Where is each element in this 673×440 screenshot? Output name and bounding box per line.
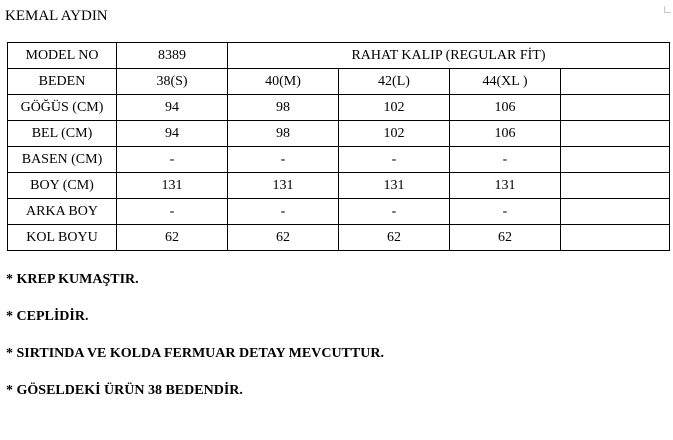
- row-label: ARKA BOY: [8, 199, 117, 225]
- row-label: BEDEN: [8, 69, 117, 95]
- table-cell: 62: [117, 225, 228, 251]
- table-cell: 62: [450, 225, 561, 251]
- table-cell-empty: [561, 199, 670, 225]
- note-item: * KREP KUMAŞTIR.: [6, 272, 139, 287]
- table-cell: 131: [450, 173, 561, 199]
- table-cell: 106: [450, 121, 561, 147]
- table-cell: -: [339, 199, 450, 225]
- table-cell: 131: [228, 173, 339, 199]
- table-row: [8, 69, 670, 95]
- table-cell-empty: [561, 121, 670, 147]
- table-cell: 102: [339, 95, 450, 121]
- table-cell: 131: [339, 173, 450, 199]
- table-cell: 62: [339, 225, 450, 251]
- table-cell: 102: [339, 121, 450, 147]
- document-title: KEMAL AYDIN: [5, 8, 108, 24]
- table-cell: 94: [117, 95, 228, 121]
- model-number: 8389: [117, 43, 228, 69]
- table-cell-empty: [561, 147, 670, 173]
- row-label: GÖĞÜS (CM): [8, 95, 117, 121]
- size-chart-table: [7, 42, 670, 251]
- table-cell: 94: [117, 121, 228, 147]
- row-label: BEL (CM): [8, 121, 117, 147]
- table-cell-empty: [561, 69, 670, 95]
- table-cell: 98: [228, 95, 339, 121]
- table-cell: -: [117, 147, 228, 173]
- table-row: [8, 95, 670, 121]
- table-header-row: [8, 43, 670, 69]
- table-cell: -: [228, 199, 339, 225]
- fit-type: RAHAT KALIP (REGULAR FİT): [228, 43, 670, 69]
- table-cell: 38(S): [117, 69, 228, 95]
- row-label: BOY (CM): [8, 173, 117, 199]
- table-row: [8, 199, 670, 225]
- table-cell: 42(L): [339, 69, 450, 95]
- row-label: BASEN (CM): [8, 147, 117, 173]
- note-item: * GÖSELDEKİ ÜRÜN 38 BEDENDİR.: [6, 383, 243, 398]
- table-cell: -: [450, 147, 561, 173]
- table-row: [8, 147, 670, 173]
- product-notes: [6, 270, 384, 418]
- table-cell: 62: [228, 225, 339, 251]
- table-row: [8, 173, 670, 199]
- table-cell: -: [450, 199, 561, 225]
- table-row: [8, 225, 670, 251]
- row-label: KOL BOYU: [8, 225, 117, 251]
- table-cell: -: [339, 147, 450, 173]
- table-cell: 44(XL ): [450, 69, 561, 95]
- table-cell-empty: [561, 95, 670, 121]
- note-item: * CEPLİDİR.: [6, 309, 89, 324]
- table-cell: 131: [117, 173, 228, 199]
- table-cell: 106: [450, 95, 561, 121]
- table-cell: -: [228, 147, 339, 173]
- page-corner-mark: [664, 6, 671, 13]
- model-no-label: MODEL NO: [8, 43, 117, 69]
- note-item: * SIRTINDA VE KOLDA FERMUAR DETAY MEVCUTTUR.: [6, 346, 384, 361]
- table-row: [8, 121, 670, 147]
- table-cell: 98: [228, 121, 339, 147]
- table-cell-empty: [561, 225, 670, 251]
- table-cell: -: [117, 199, 228, 225]
- table-cell-empty: [561, 173, 670, 199]
- table-cell: 40(M): [228, 69, 339, 95]
